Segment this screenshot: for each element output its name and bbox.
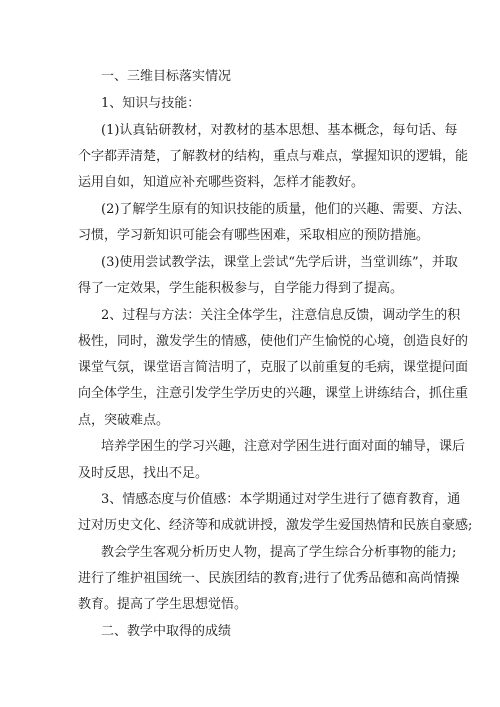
paragraph-line: 课堂气氛，课堂语言简洁明了，克服了以前重复的毛病，课堂提问面 xyxy=(78,360,469,375)
paragraph-line: (2)了解学生原有的知识技能的质量，他们的兴趣、需要、方法、 xyxy=(101,202,471,217)
paragraph-line: 习惯，学习新知识可能会有哪些困难，采取相应的预防措施。 xyxy=(78,228,430,243)
subsection-heading: 1、知识与技能： xyxy=(101,96,201,111)
paragraph-line: 进行了维护祖国统一、民族团结的教育;进行了优秀品德和高尚情操 xyxy=(78,571,460,586)
paragraph-line: 及时反思，找出不足。 xyxy=(78,466,209,481)
paragraph-line: 教育。提高了学生思想觉悟。 xyxy=(78,597,248,612)
section-heading-2: 二、教学中取得的成绩 xyxy=(101,624,232,639)
paragraph-line: (3)使用尝试教学法，课堂上尝试“先学后讲，当堂训练”，并取 xyxy=(101,255,458,270)
paragraph-line: 3、情感态度与价值感：本学期通过对学生进行了德育教育，通 xyxy=(101,492,461,507)
paragraph-line: 向全体学生，注意引发学生学历史的兴趣，课堂上讲练结合，抓住重 xyxy=(78,386,469,401)
paragraph-line: 极性，同时，激发学生的情感，使他们产生愉悦的心境，创造良好的 xyxy=(78,334,469,349)
paragraph-line: 得了一定效果，学生能积极参与，自学能力得到了提高。 xyxy=(78,281,404,296)
paragraph-line: 运用自如，知道应补充哪些资料，怎样才能教好。 xyxy=(78,175,365,190)
paragraph-line: 教会学生客观分析历史人物，提高了学生综合分析事物的能力; xyxy=(101,545,457,560)
paragraph-line: 培养学困生的学习兴趣，注意对学困生进行面对面的辅导，课后 xyxy=(101,439,466,454)
section-heading-1: 一、三维目标落实情况 xyxy=(101,69,232,84)
paragraph-line: 个字都弄清楚，了解教材的结构，重点与难点，掌握知识的逻辑，能 xyxy=(78,149,469,164)
paragraph-line: 过对历史文化、经济等和成就讲授，激发学生爱国热情和民族自豪感; xyxy=(78,518,473,533)
paragraph-line: 2、过程与方法：关注全体学生，注意信息反馈，调动学生的积 xyxy=(101,308,461,323)
paragraph-line: 点，突破难点。 xyxy=(78,413,170,428)
paragraph-line: (1)认真钻研教材，对教材的基本思想、基本概念，每句话、每 xyxy=(101,123,458,138)
